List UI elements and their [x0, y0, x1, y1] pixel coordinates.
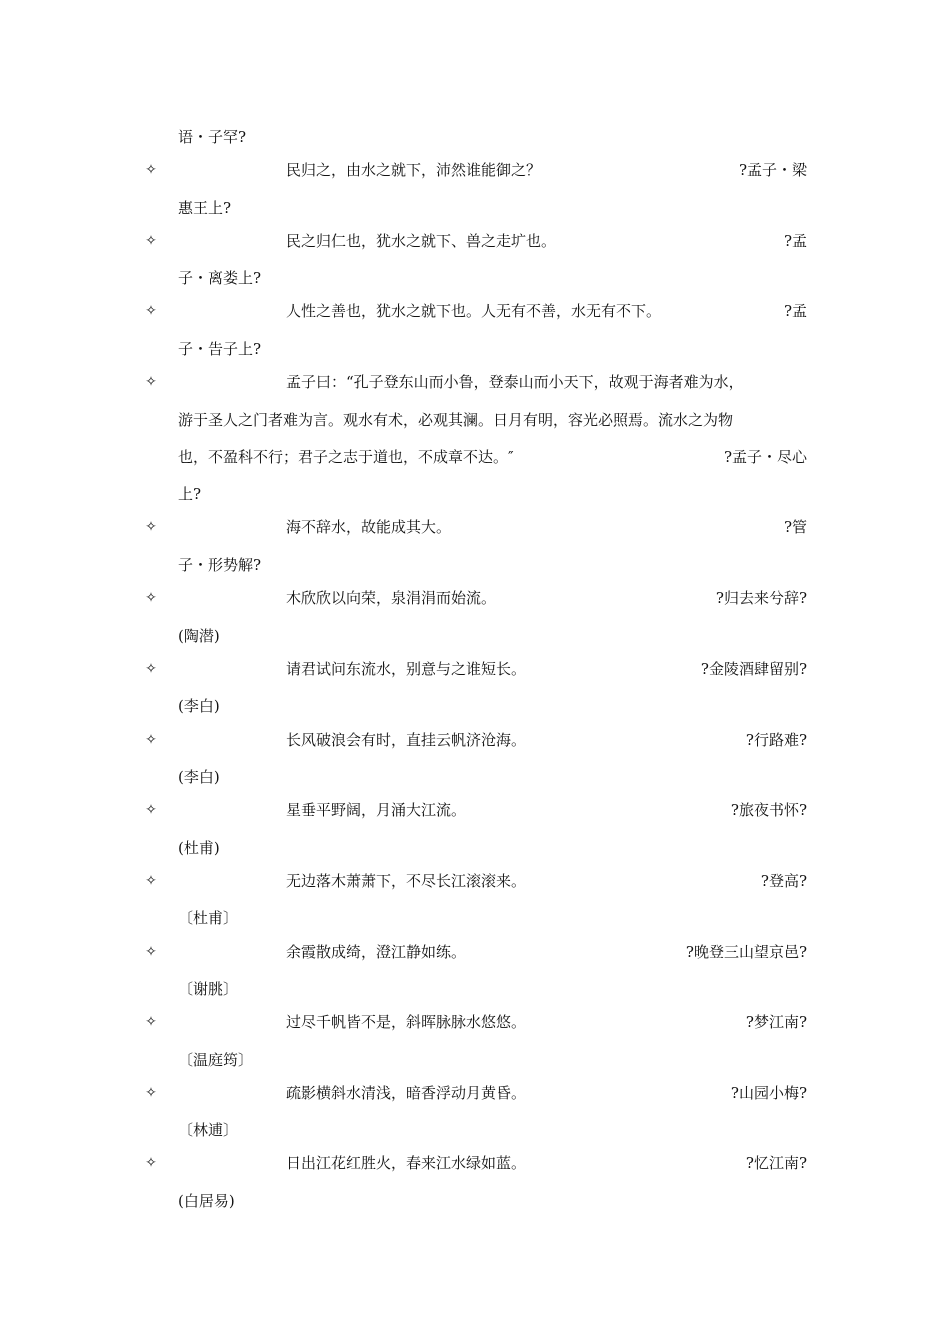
quote-text: 无边落木萧萧下，不尽长江滚滚来。 — [286, 872, 527, 890]
quote-author: 〔谢朓〕 — [178, 980, 239, 998]
quote-source: ?金陵酒肆留别? — [700, 660, 807, 678]
quote-source: ?山园小梅? — [730, 1084, 807, 1102]
quote-author: (杜甫) — [178, 839, 220, 857]
quote-text: 民归之，由水之就下，沛然谁能御之？ — [286, 161, 542, 179]
quote-author: (李白) — [178, 768, 220, 786]
diamond-bullet-icon: ✧ — [145, 519, 157, 535]
diamond-bullet-icon: ✧ — [145, 303, 157, 319]
quote-text-line-2: 游于圣人之门者难为言。观水有术，必观其澜。日月有明，容光必照焉。流水之为物 — [178, 411, 734, 429]
quote-author: 〔杜甫〕 — [178, 909, 239, 927]
quote-source-continuation: 惠王上? — [178, 199, 232, 217]
quote-source: ?归去来兮辞? — [715, 589, 807, 607]
quote-source-continuation: 子・形势解? — [178, 556, 262, 574]
quote-source: ?孟 — [783, 302, 807, 320]
quote-author: 〔林逋〕 — [178, 1121, 239, 1139]
diamond-bullet-icon: ✧ — [145, 590, 157, 606]
quote-source: ?晚登三山望京邑? — [685, 943, 807, 961]
diamond-bullet-icon: ✧ — [145, 661, 157, 677]
quote-author: (李白) — [178, 697, 220, 715]
quote-text: 人性之善也，犹水之就下也。人无有不善，水无有不下。 — [286, 302, 662, 320]
diamond-bullet-icon: ✧ — [145, 732, 157, 748]
quote-text: 日出江花红胜火，春来江水绿如蓝。 — [286, 1154, 527, 1172]
quote-source: ?忆江南? — [745, 1154, 807, 1172]
quote-text: 余霞散成绮，澄江静如练。 — [286, 943, 467, 961]
quote-source-continuation: 子・告子上? — [178, 340, 262, 358]
quote-text-line-3: 也，不盈科不行；君子之志于道也，不成章不达。″ — [178, 448, 514, 466]
quote-source: ?旅夜书怀? — [730, 801, 807, 819]
quote-author: (陶潜) — [178, 627, 220, 645]
quote-text: 过尽千帆皆不是，斜晖脉脉水悠悠。 — [286, 1013, 527, 1031]
quote-text: 民之归仁也，犹水之就下、兽之走圹也。 — [286, 232, 557, 250]
quote-text: 孟子曰：“孔子登东山而小鲁，登泰山而小天下，故观于海者难为水， — [286, 373, 744, 391]
quote-source: ?梦江南? — [745, 1013, 807, 1031]
quote-source: ?管 — [783, 518, 807, 536]
diamond-bullet-icon: ✧ — [145, 802, 157, 818]
quote-source: ?孟子・梁 — [738, 161, 807, 179]
quote-text: 请君试问东流水，别意与之谁短长。 — [286, 660, 527, 678]
quote-text: 长风破浪会有时，直挂云帆济沧海。 — [286, 731, 527, 749]
diamond-bullet-icon: ✧ — [145, 162, 157, 178]
quote-text: 木欣欣以向荣，泉涓涓而始流。 — [286, 589, 497, 607]
quote-text: 星垂平野阔，月涌大江流。 — [286, 801, 467, 819]
quote-text: 海不辞水，故能成其大。 — [286, 518, 452, 536]
quote-source: ?行路难? — [745, 731, 807, 749]
quote-text: 疏影横斜水清浅，暗香浮动月黄昏。 — [286, 1084, 527, 1102]
diamond-bullet-icon: ✧ — [145, 873, 157, 889]
quote-author: (白居易) — [178, 1192, 235, 1210]
quote-source: ?登高? — [760, 872, 807, 890]
diamond-bullet-icon: ✧ — [145, 374, 157, 390]
diamond-bullet-icon: ✧ — [145, 1085, 157, 1101]
diamond-bullet-icon: ✧ — [145, 233, 157, 249]
quote-source: ?孟 — [783, 232, 807, 250]
quote-source: ?孟子・尽心 — [723, 448, 807, 466]
quote-source-continuation: 上? — [178, 485, 202, 503]
diamond-bullet-icon: ✧ — [145, 1014, 157, 1030]
diamond-bullet-icon: ✧ — [145, 1155, 157, 1171]
diamond-bullet-icon: ✧ — [145, 944, 157, 960]
quote-source-continuation: 子・离娄上? — [178, 269, 262, 287]
quote-author: 〔温庭筠〕 — [178, 1051, 254, 1069]
lead-continuation: 语・子罕? — [178, 128, 247, 146]
